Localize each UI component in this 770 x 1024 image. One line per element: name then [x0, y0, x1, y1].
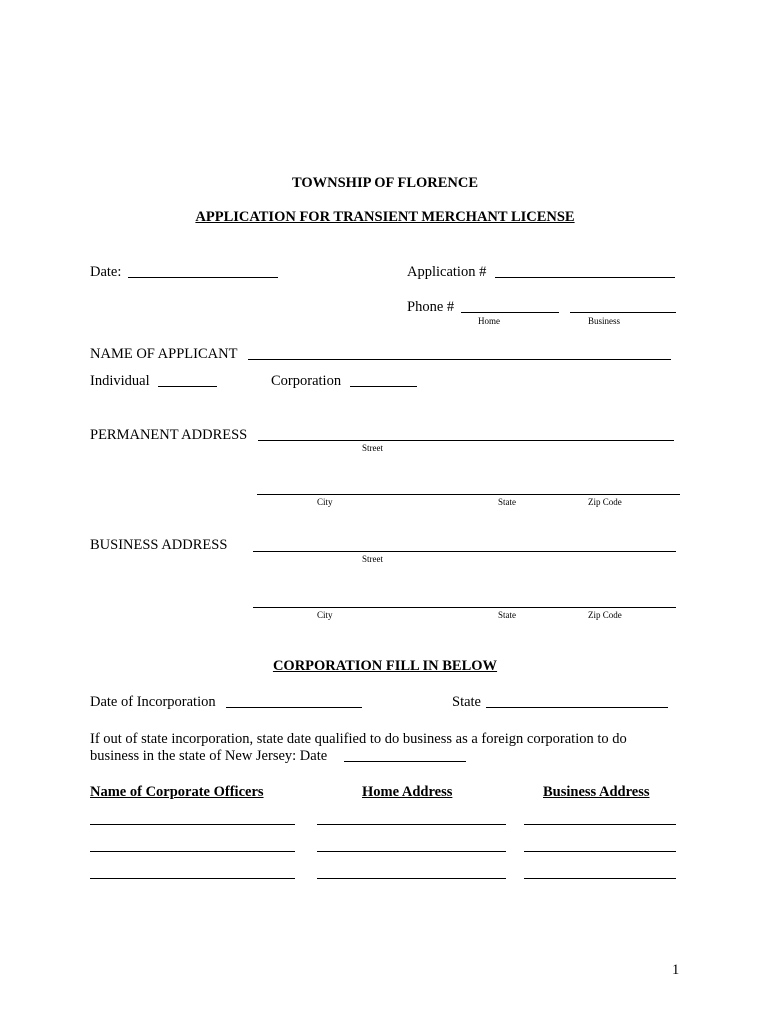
page-number: 1	[672, 962, 680, 978]
officer-home-address-field[interactable]	[317, 878, 506, 879]
business-zip-caption: Zip Code	[588, 610, 622, 620]
foreign-qualification-date-field[interactable]	[344, 761, 466, 762]
out-of-state-text-line2: business in the state of New Jersey: Date	[90, 748, 328, 764]
phone-business-field[interactable]	[570, 312, 676, 313]
permanent-street-caption: Street	[362, 443, 383, 453]
out-of-state-text-line1: If out of state incorporation, state date qualified to do business as a foreign corporation to do	[90, 731, 627, 747]
business-state-caption: State	[498, 610, 516, 620]
permanent-state-caption: State	[498, 497, 516, 507]
incorporation-state-field[interactable]	[486, 707, 668, 708]
permanent-city-caption: City	[317, 497, 333, 507]
phone-label: Phone #	[407, 299, 455, 315]
corporation-field[interactable]	[350, 386, 417, 387]
officers-business-address-header: Business Address	[543, 784, 650, 800]
permanent-zip-caption: Zip Code	[588, 497, 622, 507]
officers-home-address-header: Home Address	[362, 784, 453, 800]
officer-name-field[interactable]	[90, 824, 295, 825]
officer-home-address-field[interactable]	[317, 824, 506, 825]
phone-home-caption: Home	[478, 316, 500, 326]
date-field[interactable]	[128, 277, 278, 278]
corporation-section-heading: CORPORATION FILL IN BELOW	[272, 658, 498, 674]
officer-name-field[interactable]	[90, 851, 295, 852]
application-number-field[interactable]	[495, 277, 675, 278]
application-number-label: Application #	[407, 264, 487, 280]
phone-business-caption: Business	[588, 316, 621, 326]
individual-label: Individual	[90, 373, 150, 389]
business-address-label: BUSINESS ADDRESS	[90, 537, 228, 553]
incorporation-state-label: State	[452, 694, 481, 710]
officer-business-address-field[interactable]	[524, 851, 676, 852]
township-heading: TOWNSHIP OF FLORENCE	[291, 175, 479, 191]
officer-business-address-field[interactable]	[524, 878, 676, 879]
officer-name-field[interactable]	[90, 878, 295, 879]
officers-name-header: Name of Corporate Officers	[90, 784, 264, 800]
applicant-name-label: NAME OF APPLICANT	[90, 346, 238, 362]
form-title: APPLICATION FOR TRANSIENT MERCHANT LICENSE	[195, 209, 575, 225]
business-city-caption: City	[317, 610, 333, 620]
business-city-state-zip-field[interactable]	[253, 607, 676, 608]
phone-home-field[interactable]	[461, 312, 559, 313]
corporation-label: Corporation	[271, 373, 342, 389]
officer-business-address-field[interactable]	[524, 824, 676, 825]
permanent-address-label: PERMANENT ADDRESS	[90, 427, 248, 443]
business-street-field[interactable]	[253, 551, 676, 552]
incorporation-date-label: Date of Incorporation	[90, 694, 216, 710]
officer-home-address-field[interactable]	[317, 851, 506, 852]
business-street-caption: Street	[362, 554, 383, 564]
individual-field[interactable]	[158, 386, 217, 387]
date-label: Date:	[90, 264, 122, 280]
permanent-city-state-zip-field[interactable]	[257, 494, 680, 495]
incorporation-date-field[interactable]	[226, 707, 362, 708]
applicant-name-field[interactable]	[248, 359, 671, 360]
permanent-street-field[interactable]	[258, 440, 674, 441]
